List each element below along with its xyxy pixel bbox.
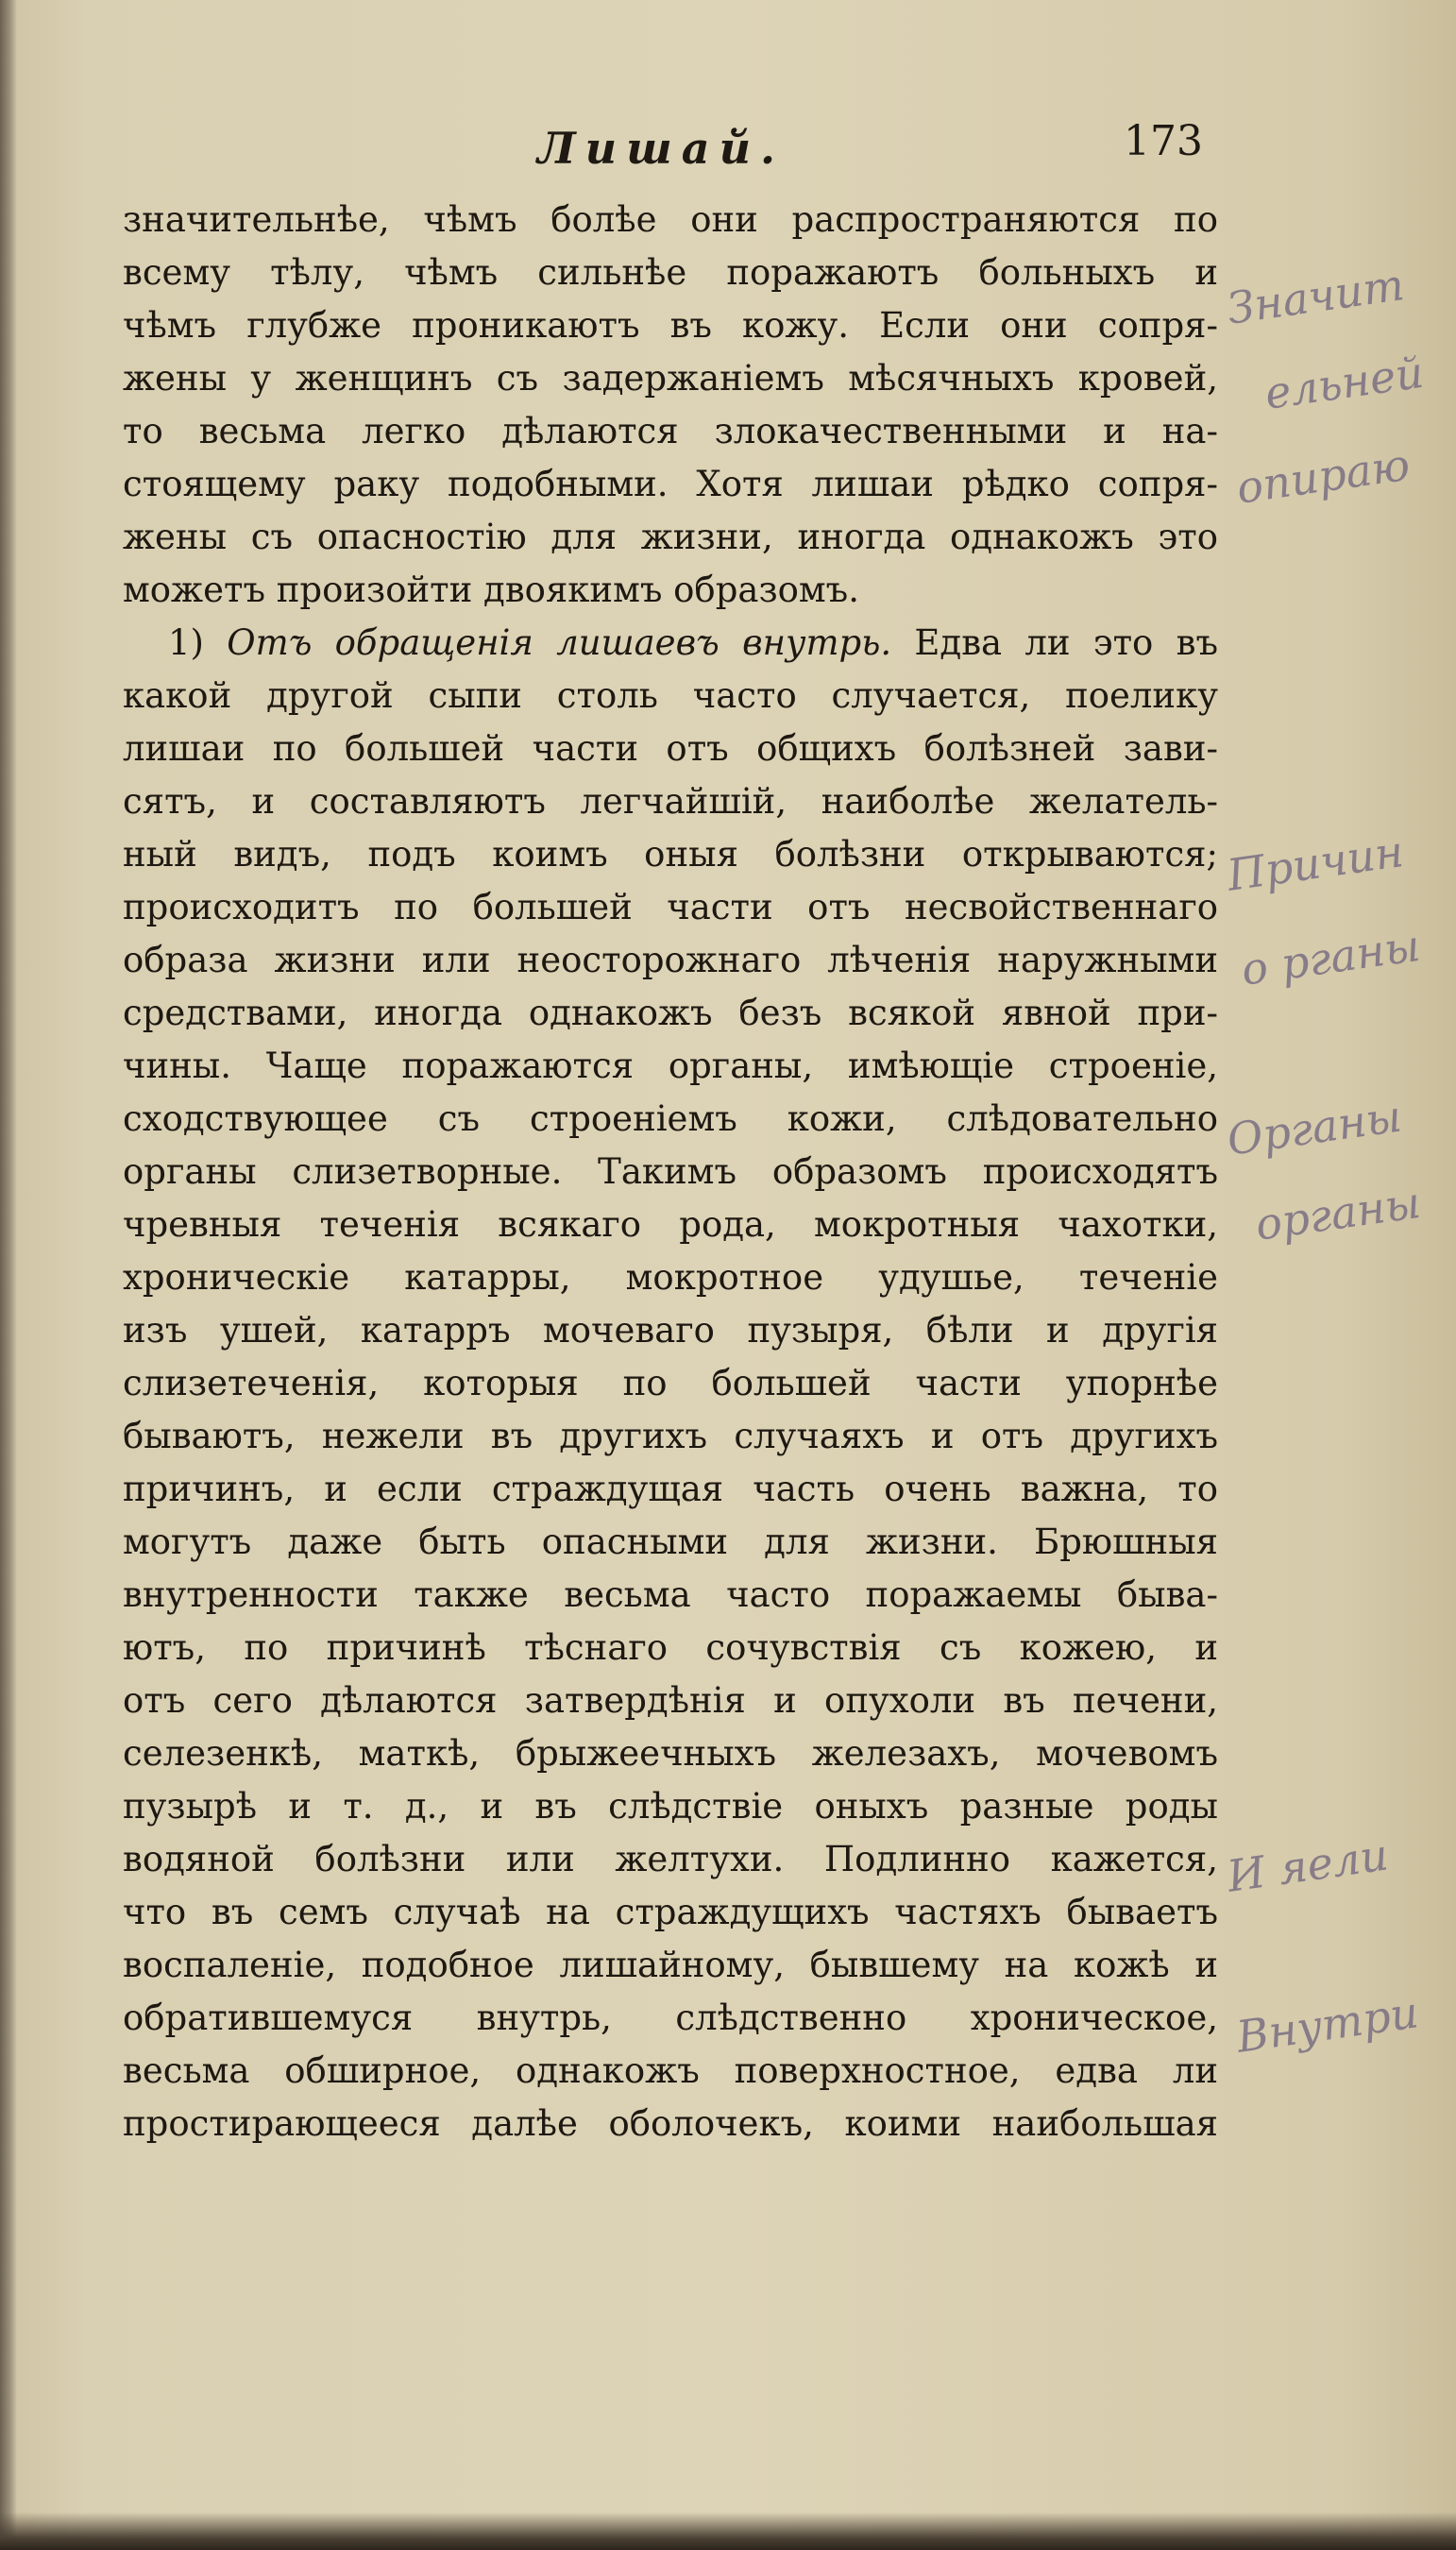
text-line: жены съ опасностію для жизни, иногда однакожъ это xyxy=(123,517,1218,557)
text-line: ютъ, по причинѣ тѣснаго сочувствія съ кожею, и xyxy=(123,1627,1218,1668)
text-fragment: Едва ли это въ xyxy=(914,622,1218,663)
text-line: чины. Чаще поражаются органы, имѣющіе строеніе, xyxy=(123,1046,1218,1086)
margin-note: Внутри xyxy=(1233,1986,1422,2063)
text-line: всему тѣлу, чѣмъ сильнѣе поражаютъ больныхъ и xyxy=(123,252,1218,293)
margin-note: И яели xyxy=(1224,1828,1392,1902)
text-line: простирающееся далѣе оболочекъ, коими наибольшая xyxy=(123,2103,1218,2144)
text-line: обратившемуся внутрь, слѣдственно хроническое, xyxy=(123,1998,1218,2038)
text-line: органы слизетворные. Такимъ образомъ происходятъ xyxy=(123,1151,1218,1192)
text-line: ный видъ, подъ коимъ оныя болѣзни открываются; xyxy=(123,834,1218,875)
page-bottom-shadow xyxy=(0,2512,1456,2550)
margin-note: ельней xyxy=(1261,346,1427,419)
text-line: слизетеченія, которыя по большей части упорнѣе xyxy=(123,1363,1218,1403)
paragraph-start-line xyxy=(123,617,1218,670)
text-line: то весьма легко дѣлаются злокачественными и на- xyxy=(123,411,1218,451)
body-text xyxy=(123,194,1218,2150)
page-title: Лишай. xyxy=(536,123,786,174)
text-line: воспаленіе, подобное лишайному, бывшему на кожѣ и xyxy=(123,1945,1218,1985)
text-line: значительнѣе, чѣмъ болѣе они распространяются по xyxy=(123,199,1218,240)
text-line: происходитъ по большей части отъ несвойственнаго xyxy=(123,887,1218,927)
text-line: чревныя теченія всякаго рода, мокротныя чахотки, xyxy=(123,1204,1218,1245)
italic-heading: Отъ обращенія лишаевъ внутрь. xyxy=(227,622,892,663)
text-line: причинъ, и если страждущая часть очень важна, то xyxy=(123,1469,1218,1509)
margin-note: органы xyxy=(1252,1176,1424,1250)
paragraph-number: 1) xyxy=(168,622,204,663)
text-line: жены у женщинъ съ задержаніемъ мѣсячныхъ кровей, xyxy=(123,358,1218,399)
page-spine-shadow xyxy=(0,0,17,2550)
margin-note: Значит xyxy=(1224,259,1408,334)
text-line: бываютъ, нежели въ другихъ случаяхъ и отъ другихъ xyxy=(123,1416,1218,1456)
text-line: какой другой сыпи столь часто случается, поелику xyxy=(123,675,1218,716)
margin-note: Органы xyxy=(1224,1090,1405,1165)
text-line: сходствующее съ строеніемъ кожи, слѣдовательно xyxy=(123,1098,1218,1139)
margin-note: опираю xyxy=(1233,438,1414,514)
margin-note: о рганы xyxy=(1238,919,1424,995)
text-line: могутъ даже быть опасными для жизни. Брюшныя xyxy=(123,1522,1218,1562)
text-line: можетъ произойти двоякимъ образомъ. xyxy=(123,570,859,610)
text-line: внутренности также весьма часто поражаемы быва- xyxy=(123,1574,1218,1615)
margin-note: Причин xyxy=(1224,825,1407,901)
text-line: стоящему раку подобными. Хотя лишаи рѣдко сопря- xyxy=(123,464,1218,504)
text-line: хроническіе катарры, мокротное удушье, теченіе xyxy=(123,1257,1218,1298)
text-line: лишаи по большей части отъ общихъ болѣзней зави- xyxy=(123,728,1218,769)
text-line: водяной болѣзни или желтухи. Подлинно кажется, xyxy=(123,1839,1218,1879)
handwritten-margin-notes xyxy=(1224,0,1456,2550)
page-number: 173 xyxy=(1124,117,1203,165)
text-line: весьма обширное, однакожъ поверхностное, едва ли xyxy=(123,2050,1218,2091)
text-line: чѣмъ глубже проникаютъ въ кожу. Если они сопря- xyxy=(123,305,1218,346)
text-line: изъ ушей, катарръ мочеваго пузыря, бѣли и другія xyxy=(123,1310,1218,1351)
text-line: селезенкѣ, маткѣ, брыжеечныхъ железахъ, мочевомъ xyxy=(123,1733,1218,1774)
text-line: сятъ, и составляютъ легчайшій, наиболѣе желатель- xyxy=(123,781,1218,822)
text-line: средствами, иногда однакожъ безъ всякой явной при- xyxy=(123,993,1218,1033)
text-line: пузырѣ и т. д., и въ слѣдствіе оныхъ разные роды xyxy=(123,1786,1218,1827)
text-line: отъ сего дѣлаются затвердѣнія и опухоли въ печени, xyxy=(123,1680,1218,1721)
text-line: что въ семъ случаѣ на страждущихъ частяхъ бываетъ xyxy=(123,1892,1218,1932)
text-line: образа жизни или неосторожнаго лѣченія наружными xyxy=(123,940,1218,980)
